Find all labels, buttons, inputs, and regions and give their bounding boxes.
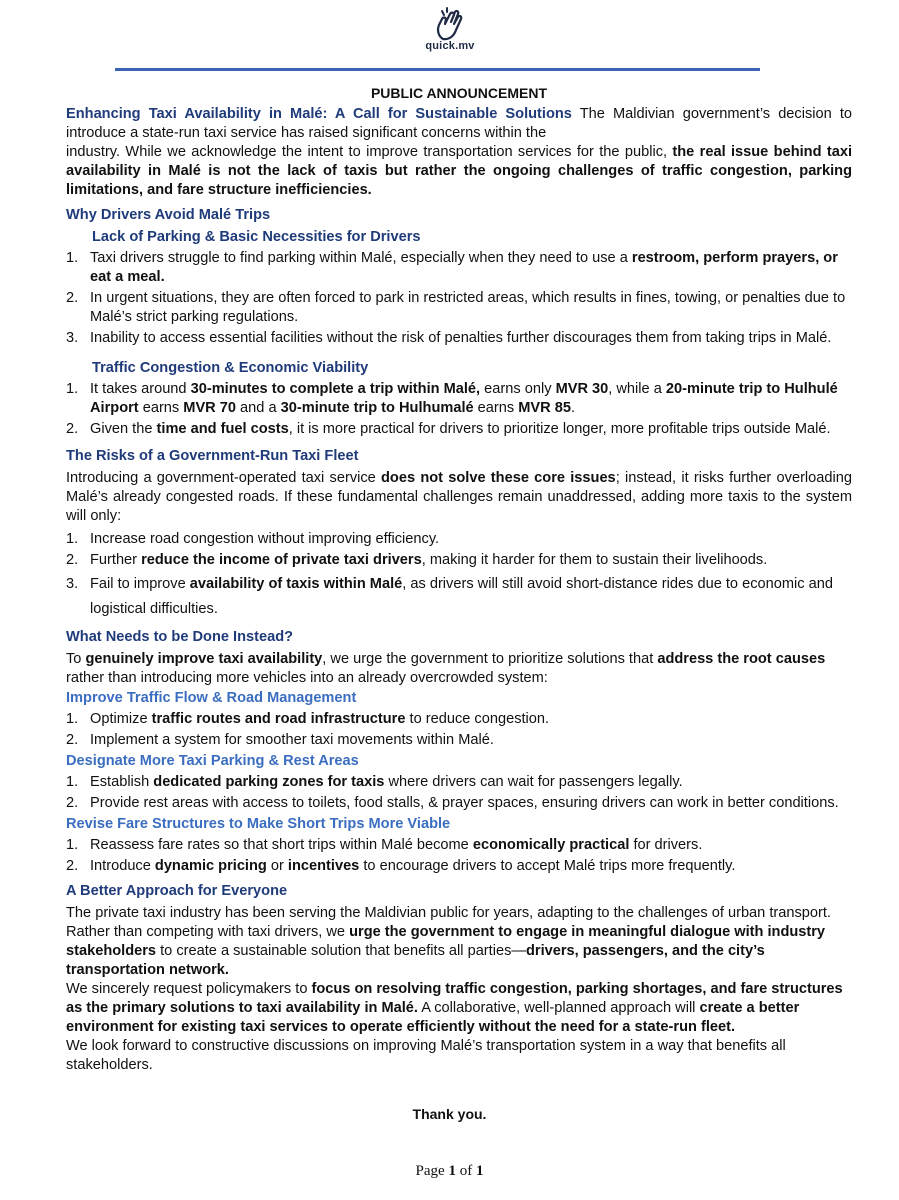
list-item: 2. Introduce dynamic pricing or incentives to encourage drivers to accept Malé trips more frequently.	[66, 858, 736, 874]
list-item: 1. Reassess fare rates so that short trips within Malé become economically practical for drivers.	[66, 837, 703, 853]
closing-text: Thank you.	[412, 1106, 487, 1122]
list-item: 2. Provide rest areas with access to toilets, food stalls, & prayer spaces, ensuring drivers can work in better conditions.	[66, 795, 839, 811]
list-item: 2. Further reduce the income of private taxi drivers, making it harder for them to sustain their livelihoods.	[66, 552, 768, 568]
list-item: 1. Taxi drivers struggle to find parking within Malé, especially when they need to use a restroom, perform prayers, or eat a meal.	[66, 250, 838, 285]
heading-why-drivers: Why Drivers Avoid Malé Trips	[66, 207, 271, 223]
document-body	[66, 84, 852, 1075]
heading-better-approach: A Better Approach for Everyone	[66, 883, 288, 899]
heading-risks: The Risks of a Government-Run Taxi Fleet	[66, 448, 359, 464]
list-item: 3. Inability to access essential facilities without the risk of penalties further discourages them from taking trips in Malé.	[66, 330, 832, 346]
subheading-parking: Lack of Parking & Basic Necessities for Drivers	[92, 229, 421, 245]
header-divider	[115, 68, 760, 71]
list-item: 2. Implement a system for smoother taxi movements within Malé.	[66, 732, 494, 748]
list-item: 1. Establish dedicated parking zones for taxis where drivers can wait for passengers legally.	[66, 774, 683, 790]
list-item: 2. Given the time and fuel costs, it is more practical for drivers to prioritize longer, more profitable trips outside Malé.	[66, 421, 831, 437]
better-paragraph-3: We look forward to constructive discussions on improving Malé’s transportation system in a way that benefits all stakeholders.	[66, 1038, 786, 1073]
list-item: 1. Increase road congestion without improving efficiency.	[66, 531, 440, 547]
subheading-parking-areas: Designate More Taxi Parking & Rest Areas	[66, 753, 359, 769]
list-item: 1. Optimize traffic routes and road infrastructure to reduce congestion.	[66, 711, 550, 727]
hand-logo-icon	[433, 6, 467, 42]
quickmv-logo	[405, 6, 495, 64]
intro-text-1: The Maldivian government’s decision to introduce a state-run taxi service has raised significant concerns within the	[66, 106, 853, 141]
better-paragraph-2: We sincerely request policymakers to focus on resolving traffic congestion, parking shortages, and fare structures as the primary solutions to taxi availability in Malé. A collaborative, well-planned approach will create a better environment for existing taxi services to operate efficiently without the need for a state-run fleet.	[66, 981, 843, 1035]
instead-paragraph: To genuinely improve taxi availability, we urge the government to prioritize solutions that address the root causes rather than introducing more vehicles into an already overcrowded system:	[66, 651, 826, 686]
announcement-title: PUBLIC ANNOUNCEMENT	[370, 85, 548, 101]
subheading-traffic-flow: Improve Traffic Flow & Road Management	[66, 690, 357, 706]
intro-title: Enhancing Taxi Availability in Malé: A Call for Sustainable Solutions	[66, 106, 572, 122]
subheading-fares: Revise Fare Structures to Make Short Trips More Viable	[66, 816, 451, 832]
subheading-traffic: Traffic Congestion & Economic Viability	[92, 360, 369, 376]
list-item: 1. It takes around 30-minutes to complete a trip within Malé, earns only MVR 30, while a 20-minute trip to Hulhulé Airport earns MVR 70 and a 30-minute trip to Hulhumalé earns MVR 85.	[66, 381, 838, 416]
list-item: 3. Fail to improve availability of taxis within Malé, as drivers will still avoid short-distance rides due to economic and logistical difficulties.	[66, 576, 833, 617]
page-number: Page 1 of 1	[415, 1163, 484, 1179]
better-paragraph-1: The private taxi industry has been serving the Maldivian public for years, adapting to the challenges of urban transport. Rather than competing with taxi drivers, we urge the government to engage in meaningful dialogue with industry stakeholders to create a sustainable solution that benefits all parties—drivers, passengers, and the city’s transportation network.	[66, 905, 831, 978]
list-item: 2. In urgent situations, they are often forced to park in restricted areas, which results in fines, towing, or penalties due to Malé’s strict parking regulations.	[66, 290, 846, 325]
intro-paragraph	[66, 105, 852, 200]
intro-bold: the real issue behind taxi availability in Malé is not the lack of taxis but rather the ongoing challenges of traffic congestion, parking limitations, and fare structure inefficiencies.	[66, 144, 852, 198]
risks-paragraph: Introducing a government-operated taxi service does not solve these core issues; instead, it risks further overloading Malé’s already congested roads. If these fundamental challenges remain unaddressed, adding more taxis to the system will only:	[66, 470, 852, 524]
logo-text: quick.mv	[425, 40, 475, 52]
intro-text-2: industry. While we acknowledge the intent to improve transportation services for the public,	[66, 144, 673, 160]
heading-what-needs: What Needs to be Done Instead?	[66, 629, 294, 645]
